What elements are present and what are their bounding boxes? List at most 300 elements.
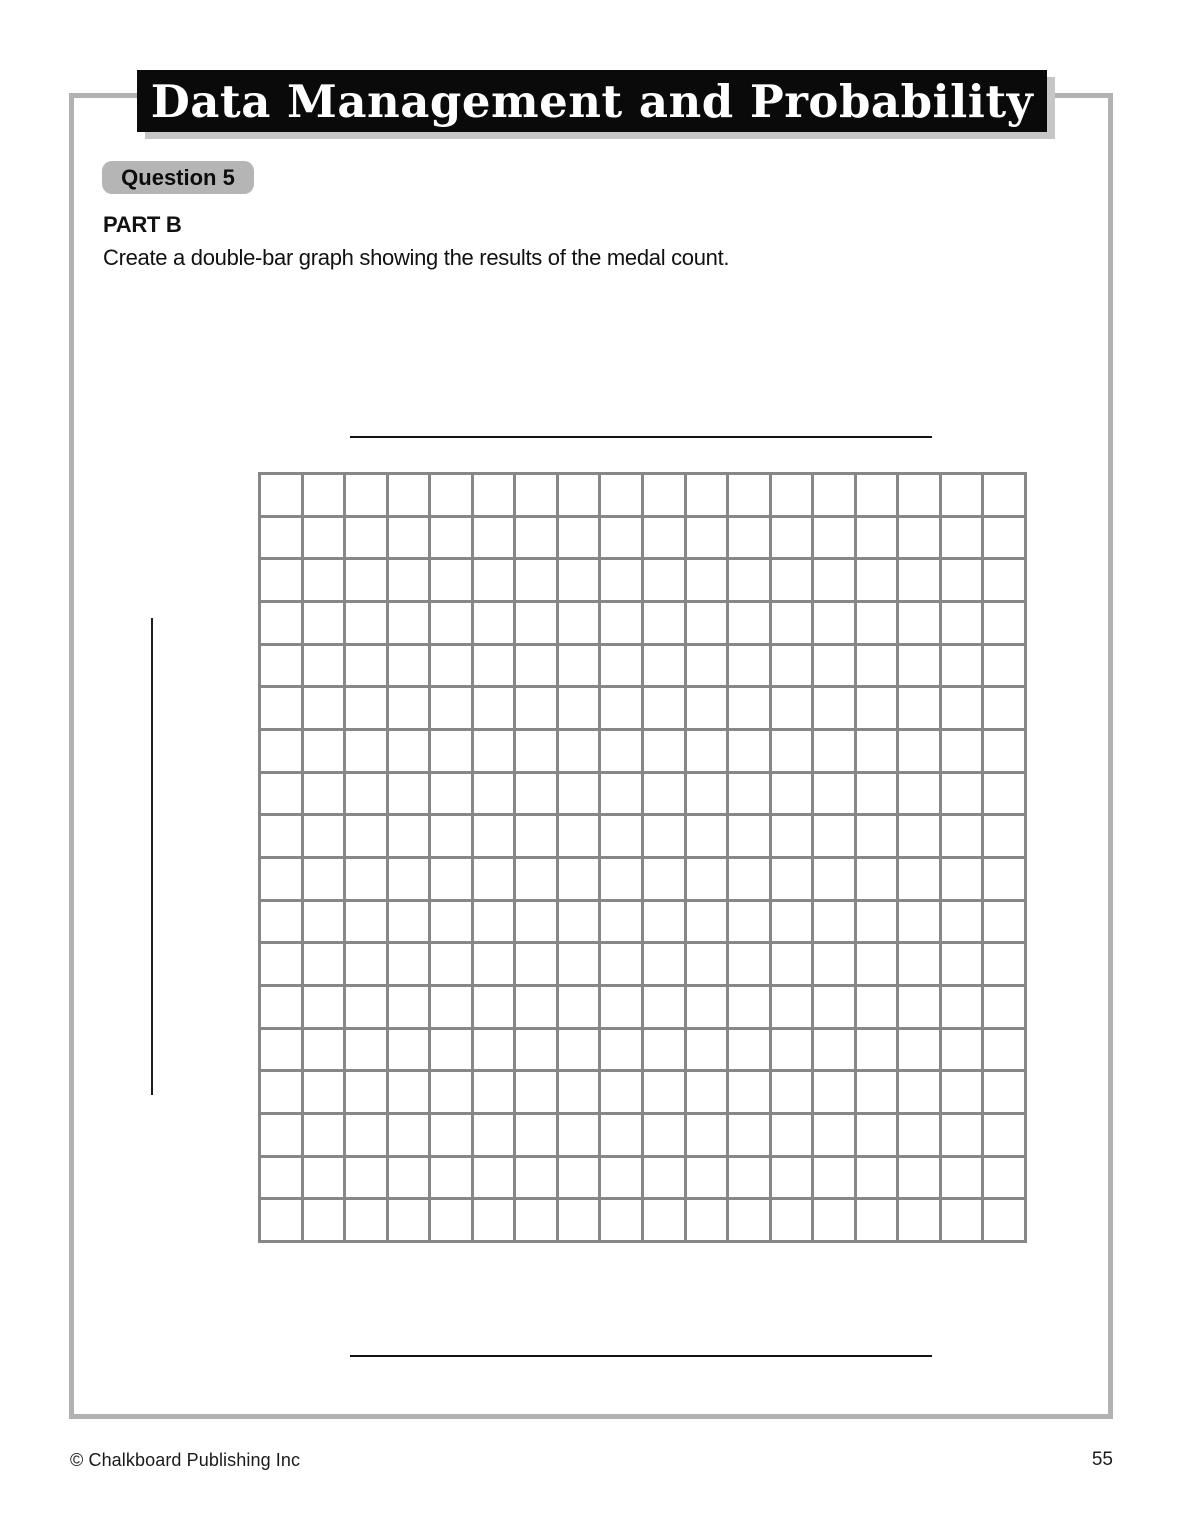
grid-cell [729, 1158, 769, 1198]
grid-cell [346, 816, 386, 856]
grid-cell [516, 688, 556, 728]
grid-cell [814, 518, 854, 558]
grid-cell [687, 518, 727, 558]
question-badge-label: Question 5 [121, 164, 235, 190]
grid-cell [814, 774, 854, 814]
grid-cell [984, 944, 1024, 984]
grid-cell [942, 646, 982, 686]
grid-cell [899, 688, 939, 728]
grid-cell [857, 944, 897, 984]
grid-cell [942, 944, 982, 984]
grid-cell [516, 603, 556, 643]
grid-cell [814, 560, 854, 600]
grid-cell [729, 902, 769, 942]
grid-cell [261, 816, 301, 856]
grid-cell [899, 518, 939, 558]
grid-cell [984, 688, 1024, 728]
grid-cell [772, 1200, 812, 1240]
grid-cell [814, 475, 854, 515]
grid-cell [261, 560, 301, 600]
grid-cell [346, 560, 386, 600]
grid-cell [857, 902, 897, 942]
grid-cell [261, 731, 301, 771]
grid-cell [516, 944, 556, 984]
grid-cell [857, 603, 897, 643]
grid-cell [601, 603, 641, 643]
grid-cell [984, 560, 1024, 600]
grid-cell [942, 987, 982, 1027]
grid-cell [474, 944, 514, 984]
grid-cell [304, 902, 344, 942]
grid-cell [644, 1158, 684, 1198]
grid-cell [389, 731, 429, 771]
grid-cell [857, 646, 897, 686]
grid-cell [984, 603, 1024, 643]
grid-cell [772, 731, 812, 771]
grid-cell [942, 1072, 982, 1112]
grid-cell [942, 731, 982, 771]
grid-cell [431, 816, 471, 856]
grid-cell [814, 1115, 854, 1155]
grid-cell [857, 1115, 897, 1155]
grid-cell [304, 816, 344, 856]
grid-cell [261, 774, 301, 814]
grid-cell [516, 1158, 556, 1198]
grid-cell [261, 1158, 301, 1198]
grid-cell [899, 1158, 939, 1198]
grid-cell [899, 774, 939, 814]
grid-cell [644, 560, 684, 600]
grid-cell [474, 1030, 514, 1070]
grid-cell [261, 646, 301, 686]
instruction-text: Create a double-bar graph showing the results of the medal count. [103, 245, 730, 270]
grid-cell [942, 816, 982, 856]
grid-cell [729, 987, 769, 1027]
grid-cell [559, 1030, 599, 1070]
grid-cell [814, 902, 854, 942]
grid-cell [559, 944, 599, 984]
grid-cell [729, 1200, 769, 1240]
grid-cell [644, 1072, 684, 1112]
grid-cell [346, 774, 386, 814]
grid-cell [346, 646, 386, 686]
grid-cell [942, 518, 982, 558]
grid-cell [346, 1072, 386, 1112]
grid-cell [772, 816, 812, 856]
grid-cell [687, 731, 727, 771]
grid-cell [857, 560, 897, 600]
grid-cell [474, 816, 514, 856]
grid-cell [261, 859, 301, 899]
grid-cell [389, 987, 429, 1027]
grid-cell [559, 1200, 599, 1240]
grid-cell [857, 987, 897, 1027]
grid-cell [644, 902, 684, 942]
grid-cell [516, 518, 556, 558]
grid-cell [772, 902, 812, 942]
grid-cell [516, 1115, 556, 1155]
y-axis-label-blank-line [151, 618, 153, 1095]
grid-cell [644, 688, 684, 728]
grid-cell [304, 1158, 344, 1198]
grid-cell [729, 603, 769, 643]
grid [258, 472, 1027, 1243]
grid-cell [261, 902, 301, 942]
grid-cell [346, 518, 386, 558]
grid-cell [516, 987, 556, 1027]
grid-cell [389, 1158, 429, 1198]
grid-cell [942, 774, 982, 814]
grid-cell [559, 816, 599, 856]
grid-cell [474, 560, 514, 600]
grid-cell [899, 902, 939, 942]
grid-cell [601, 859, 641, 899]
grid-cell [431, 1158, 471, 1198]
grid-cell [942, 1030, 982, 1070]
grid-cell [559, 646, 599, 686]
grid-cell [474, 646, 514, 686]
grid-cell [857, 774, 897, 814]
grid-cell [474, 1072, 514, 1112]
grid-cell [814, 816, 854, 856]
grid-cell [899, 560, 939, 600]
grid-cell [559, 475, 599, 515]
grid-cell [304, 731, 344, 771]
grid-cell [857, 475, 897, 515]
grid-cell [772, 475, 812, 515]
grid-cell [984, 987, 1024, 1027]
grid-cell [729, 1072, 769, 1112]
grid-cell [559, 1158, 599, 1198]
grid-cell [431, 603, 471, 643]
grid-cell [261, 1200, 301, 1240]
grid-cell [644, 816, 684, 856]
grid-cell [516, 646, 556, 686]
grid-cell [984, 902, 1024, 942]
grid-cell [474, 475, 514, 515]
grid-cell [431, 902, 471, 942]
grid-cell [346, 1030, 386, 1070]
grid-cell [772, 688, 812, 728]
grid-cell [261, 1115, 301, 1155]
grid-cell [601, 731, 641, 771]
grid-cell [516, 816, 556, 856]
grid-cell [346, 1200, 386, 1240]
grid-cell [389, 646, 429, 686]
grid-cell [304, 859, 344, 899]
grid-cell [984, 1115, 1024, 1155]
grid-cell [814, 688, 854, 728]
grid-cell [431, 1200, 471, 1240]
grid-cell [304, 688, 344, 728]
grid-cell [389, 902, 429, 942]
grid-cell [814, 1158, 854, 1198]
grid-cell [474, 987, 514, 1027]
grid-cell [304, 646, 344, 686]
grid-cell [261, 1030, 301, 1070]
grid-cell [601, 560, 641, 600]
grid-cell [559, 518, 599, 558]
grid-cell [431, 987, 471, 1027]
grid-cell [261, 688, 301, 728]
grid-cell [431, 560, 471, 600]
grid-cell [389, 944, 429, 984]
grid-cell [559, 987, 599, 1027]
grid-cell [431, 859, 471, 899]
grid-cell [559, 1115, 599, 1155]
grid-cell [729, 816, 769, 856]
grid-cell [772, 987, 812, 1027]
grid-cell [729, 560, 769, 600]
grid-cell [474, 1115, 514, 1155]
grid-cell [687, 902, 727, 942]
grid-cell [772, 1158, 812, 1198]
grid-cell [304, 1072, 344, 1112]
grid-cell [984, 646, 1024, 686]
grid-cell [857, 1200, 897, 1240]
grid-cell [261, 603, 301, 643]
grid-cell [431, 518, 471, 558]
grid-cell [474, 1158, 514, 1198]
grid-cell [899, 603, 939, 643]
grid-cell [601, 816, 641, 856]
grid-cell [729, 1115, 769, 1155]
grid-cell [389, 1200, 429, 1240]
grid-cell [857, 859, 897, 899]
grid-cell [772, 646, 812, 686]
grid-cell [984, 859, 1024, 899]
grid-cell [431, 1115, 471, 1155]
grid-cell [261, 518, 301, 558]
grid-cell [389, 603, 429, 643]
grid-cell [814, 731, 854, 771]
grid-cell [389, 518, 429, 558]
grid-cell [772, 1072, 812, 1112]
grid-cell [729, 731, 769, 771]
grid-cell [644, 731, 684, 771]
grid-cell [772, 774, 812, 814]
grid-cell [389, 816, 429, 856]
grid-cell [857, 816, 897, 856]
grid-cell [389, 1115, 429, 1155]
grid-cell [516, 902, 556, 942]
grid-cell [261, 944, 301, 984]
grid-cell [942, 859, 982, 899]
grid-cell [899, 1072, 939, 1112]
grid-cell [601, 1030, 641, 1070]
grid-cell [601, 1115, 641, 1155]
grid-cell [687, 774, 727, 814]
grid-cell [984, 475, 1024, 515]
grid-cell [601, 1158, 641, 1198]
grid-cell [857, 731, 897, 771]
grid-cell [261, 475, 301, 515]
grid-cell [942, 560, 982, 600]
grid-cell [857, 518, 897, 558]
grid-cell [346, 603, 386, 643]
grid-cell [899, 646, 939, 686]
grid-cell [601, 475, 641, 515]
grid-cell [474, 603, 514, 643]
page-title: Data Management and Probability [150, 74, 1034, 128]
grid-cell [899, 1115, 939, 1155]
grid-cell [687, 1115, 727, 1155]
grid-cell [772, 1030, 812, 1070]
question-badge [102, 161, 254, 194]
grid-cell [644, 603, 684, 643]
grid-cell [644, 987, 684, 1027]
grid-cell [729, 518, 769, 558]
grid-cell [346, 944, 386, 984]
grid-cell [984, 1158, 1024, 1198]
grid-cell [601, 987, 641, 1027]
grid-cell [772, 518, 812, 558]
grid-cell [772, 1115, 812, 1155]
grid-cell [601, 1072, 641, 1112]
grid-cell [729, 774, 769, 814]
grid-cell [899, 987, 939, 1027]
grid-cell [857, 688, 897, 728]
grid-cell [899, 731, 939, 771]
grid-cell [516, 1030, 556, 1070]
grid-cell [474, 902, 514, 942]
grid-cell [304, 560, 344, 600]
grid-cell [601, 1200, 641, 1240]
grid-cell [687, 987, 727, 1027]
grid-cell [389, 475, 429, 515]
grid-cell [814, 1200, 854, 1240]
grid-cell [687, 688, 727, 728]
grid-cell [559, 859, 599, 899]
grid-cell [516, 859, 556, 899]
footer-copyright: © Chalkboard Publishing Inc [70, 1450, 301, 1470]
grid-cell [346, 987, 386, 1027]
grid-cell [304, 518, 344, 558]
grid-cell [304, 1115, 344, 1155]
grid-cell [687, 475, 727, 515]
grid-cell [857, 1072, 897, 1112]
grid-cell [899, 475, 939, 515]
grid-cell [559, 774, 599, 814]
grid-cell [431, 646, 471, 686]
grid-cell [389, 774, 429, 814]
grid-cell [687, 1158, 727, 1198]
grid-cell [899, 1200, 939, 1240]
grid-cell [687, 560, 727, 600]
grid-cell [516, 475, 556, 515]
grid-cell [644, 646, 684, 686]
grid-cell [984, 731, 1024, 771]
grid-cell [346, 475, 386, 515]
grid-cell [431, 774, 471, 814]
grid-cell [687, 1030, 727, 1070]
grid-cell [772, 603, 812, 643]
grid-cell [984, 1072, 1024, 1112]
grid-cell [814, 603, 854, 643]
grid-cell [601, 646, 641, 686]
grid-cell [431, 1072, 471, 1112]
grid-cell [814, 987, 854, 1027]
grid-cell [516, 774, 556, 814]
grid-cell [687, 944, 727, 984]
grid-cell [431, 731, 471, 771]
grid-cell [474, 731, 514, 771]
grid-cell [729, 944, 769, 984]
grid-cell [474, 688, 514, 728]
grid-cell [559, 560, 599, 600]
grid-cell [899, 944, 939, 984]
grid-cell [601, 688, 641, 728]
grid-cell [687, 603, 727, 643]
grid-cell [346, 902, 386, 942]
grid-cell [942, 902, 982, 942]
grid-cell [942, 475, 982, 515]
x-axis-label-blank-line [350, 1355, 932, 1357]
grid-cell [644, 518, 684, 558]
grid-cell [942, 1200, 982, 1240]
grid-cell [644, 475, 684, 515]
grid-cell [772, 944, 812, 984]
grid-cell [389, 1030, 429, 1070]
grid-cell [814, 944, 854, 984]
grid-cell [687, 859, 727, 899]
grid-cell [431, 475, 471, 515]
grid-cell [431, 1030, 471, 1070]
grid-cell [304, 774, 344, 814]
grid-cell [644, 774, 684, 814]
grid-cell [687, 1072, 727, 1112]
graph-title-blank-line [350, 436, 932, 438]
grid-cell [942, 1115, 982, 1155]
grid-cell [814, 1072, 854, 1112]
grid-cell [516, 560, 556, 600]
grid-cell [644, 1200, 684, 1240]
grid-cell [687, 1200, 727, 1240]
grid-cell [942, 603, 982, 643]
page-banner [137, 70, 1047, 132]
grid-cell [899, 816, 939, 856]
grid-cell [516, 1200, 556, 1240]
grid-cell [474, 774, 514, 814]
grid-cell [814, 646, 854, 686]
grid-cell [304, 603, 344, 643]
grid-cell [516, 1072, 556, 1112]
footer-page-number: 55 [1091, 1449, 1113, 1470]
grid-cell [346, 688, 386, 728]
grid-cell [729, 475, 769, 515]
grid-cell [729, 859, 769, 899]
grid-cell [772, 560, 812, 600]
grid-cell [559, 688, 599, 728]
grid-cell [601, 774, 641, 814]
grid-cell [687, 646, 727, 686]
grid-cell [431, 944, 471, 984]
grid-cell [814, 859, 854, 899]
grid-cell [559, 902, 599, 942]
grid-cell [814, 1030, 854, 1070]
grid-cell [346, 1158, 386, 1198]
grid-cell [261, 987, 301, 1027]
grid-cell [644, 1030, 684, 1070]
grid-cell [516, 731, 556, 771]
grid-cell [346, 1115, 386, 1155]
grid-cell [389, 859, 429, 899]
grid-cell [984, 518, 1024, 558]
grid-cell [857, 1030, 897, 1070]
grid-cell [942, 688, 982, 728]
grid-cell [984, 1030, 1024, 1070]
grid-cell [304, 944, 344, 984]
